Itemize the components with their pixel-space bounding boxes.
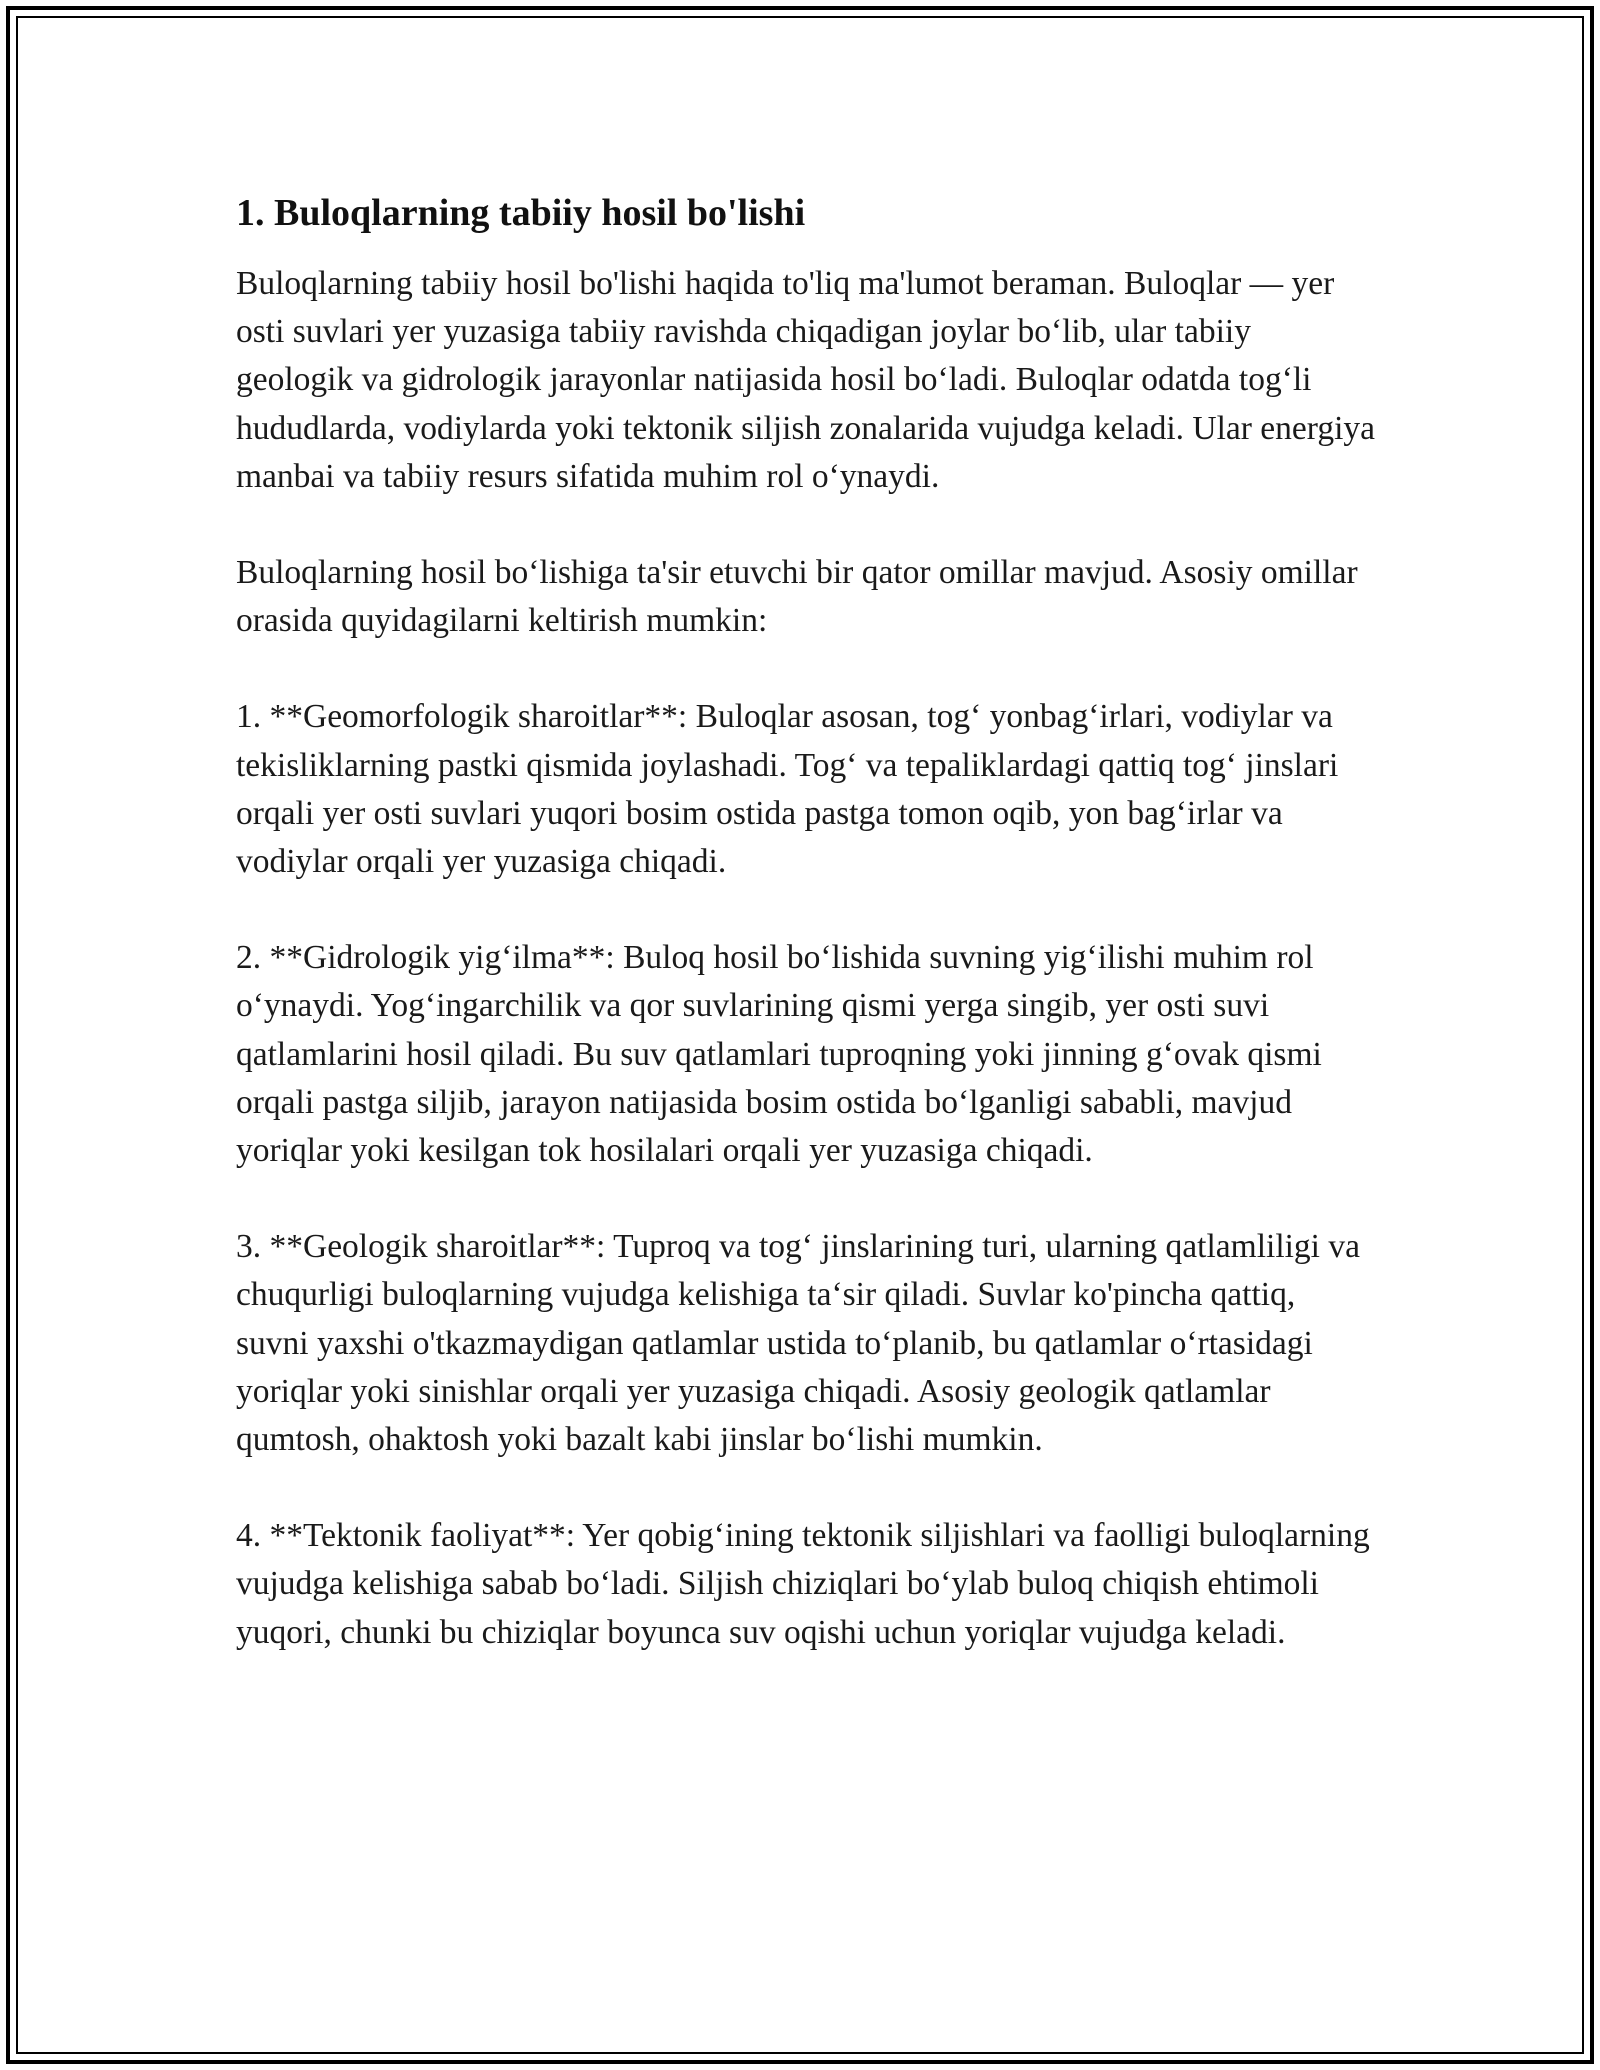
intro-paragraph: Buloqlarning tabiiy hosil bo'lishi haqida to'liq ma'lumot beraman. Buloqlar — yer osti suvlari yer yuzasiga tabiiy ravishda chiqadigan joylar bo‘lib, ular tabiiy geologik va gidrologik jarayonlar natijasida hosil bo‘ladi. Buloqlar odatda tog‘li hududlarda, vodiylarda yoki tektonik siljish zonalarida vujudga keladi. Ular energiya manbai va tabiiy resurs sifatida muhim rol o‘ynaydi. (236, 265, 1375, 495)
section-heading: 1. Buloqlarning tabiiy hosil bo'lishi (236, 192, 806, 234)
factor-tectonic: 4. **Tektonik faoliyat**: Yer qobig‘ining tektonik siljishlari va faolligi buloqlarning vujudga kelishiga sabab bo‘ladi. Siljish chiziqlari bo‘ylab buloq chiqish ehtimoli yuqori, chunki bu chiziqlar boyunca suv oqishi uchun yoriqlar vujudga keladi. (236, 1517, 1370, 1651)
factor-geomorphological: 1. **Geomorfologik sharoitlar**: Buloqlar asosan, tog‘ yonbag‘irlari, vodiylar va tekisliklarning pastki qismida joylashadi. Tog‘ va tepaliklardagi qattiq tog‘ jinslari orqali yer osti suvlari yuqori bosim ostida pastga tomon oqib, yon bag‘irlar va vodiylar orqali yer yuzasiga chiqadi. (236, 698, 1339, 881)
factors-intro-paragraph: Buloqlarning hosil bo‘lishiga ta'sir etuvchi bir qator omillar mavjud. Asosiy omillar orasida quyidagilarni keltirish mumkin: (236, 554, 1358, 640)
factor-geological: 3. **Geologik sharoitlar**: Tuproq va tog‘ jinslarining turi, ularning qatlamliligi va chuqurligi buloqlarning vujudga kelishiga ta‘sir qiladi. Suvlar ko'pincha qattiq, suvni yaxshi o'tkazmaydigan qatlamlar ustida to‘planib, bu qatlamlar o‘rtasidagi yoriqlar yoki sinishlar orqali yer yuzasiga chiqadi. Asosiy geologik qatlamlar qumtosh, ohaktosh yoki bazalt kabi jinslar bo‘lishi mumkin. (236, 1228, 1360, 1459)
document-body (236, 188, 1376, 1705)
factor-hydrological: 2. **Gidrologik yig‘ilma**: Buloq hosil bo‘lishida suvning yig‘ilishi muhim rol o‘ynaydi. Yog‘ingarchilik va qor suvlarining qismi yerga singib, yer osti suvi qatlamlarini hosil qiladi. Bu suv qatlamlari tuproqning yoki jinning g‘ovak qismi orqali pastga siljib, jarayon natijasida bosim ostida bo‘lganligi sababli, mavjud yoriqlar yoki kesilgan tok hosilalari orqali yer yuzasiga chiqadi. (236, 939, 1322, 1170)
